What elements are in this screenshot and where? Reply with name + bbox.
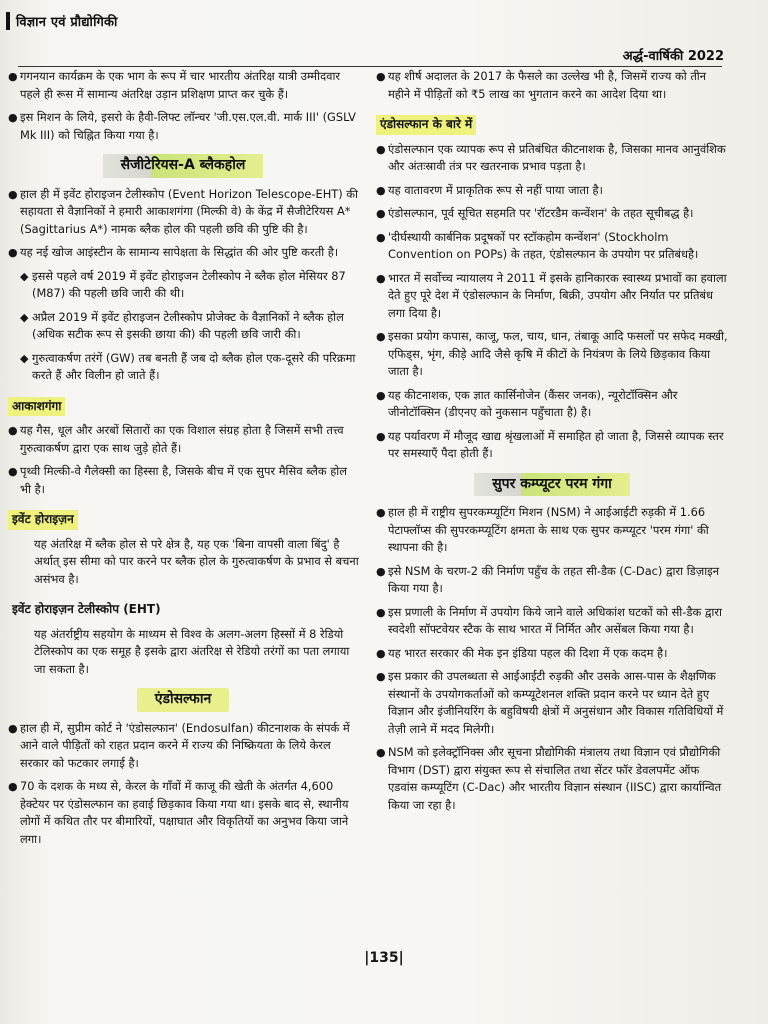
bullet-paragraph: [374, 645, 730, 663]
paragraph-text: हाल ही में इवेंट होराइजन टेलीस्कोप (Event Horizon Telescope-EHT) की सहायता से वैज्ञानिकों ने हमारी आकाशगंगा (मिल्की वे) के केंद्र में सैजीटेरियस A* (Sagittarius A*) नामक ब्लैक होल की पहली छवि की पुष्टि की है।: [20, 186, 358, 236]
section-banner: सुपर कम्प्यूटर परम गंगा: [474, 473, 630, 497]
bullet-paragraph: [6, 422, 360, 457]
bullet-icon: ●: [376, 207, 386, 220]
paragraph-text: एंडोसल्फान, पूर्व सूचित सहमति पर 'रॉटरडैम कन्वेंशन' के तहत सूचीबद्ध है।: [388, 206, 694, 220]
bullet-icon: ●: [376, 70, 386, 83]
paragraph-text: 'दीर्घस्थायी कार्बनिक प्रदूषकों पर स्टॉकहोम कन्वेंशन' (Stockholm Convention on POPs) के तहत, एंडोसल्फान के उपयोग पर प्रतिबंधहै।: [388, 229, 699, 261]
bullet-paragraph: [374, 504, 730, 557]
bullet-paragraph: [374, 328, 730, 381]
paragraph-text: यह कीटनाशक, एक ज्ञात कार्सिनोजेन (कैंसर जनक), न्यूरोटॉक्सिन और जीनोटॉक्सिन (डीएनए को नुकसान पहुँचाता है) है।: [388, 387, 678, 419]
bullet-icon: ●: [376, 564, 386, 578]
right-column: [374, 68, 730, 820]
bullet-icon: ●: [8, 465, 18, 478]
bullet-paragraph: [6, 463, 360, 498]
paragraph-text: यह अंतरिक्ष में ब्लैक होल से परे क्षेत्र है, यह एक 'बिना वापसी वाला बिंदु' है अर्थात् इस सीमा को पार करने पर ब्लैक होल के गुरुत्वाकर्षण के प्रभाव से बचना असंभव है।: [34, 536, 359, 586]
bullet-paragraph: [374, 428, 730, 463]
paragraph-text: इस मिशन के लिये, इसरो के हैवी-लिफ्ट लॉन्चर 'जी.एस.एल.वी. मार्क III' (GSLV Mk III) को चिह्नित किया गया है।: [20, 110, 356, 142]
paragraph-text: यह पर्यावरण में मौजूद खाद्य श्रृंखलाओं में समाहित हो जाता है, जिससे व्यापक स्तर पर समस्याएँ पैदा होती हैं।: [388, 428, 724, 460]
bullet-paragraph: [6, 68, 360, 103]
bullet-icon: ●: [376, 506, 386, 519]
subheading: आकाशगंगा: [8, 397, 65, 417]
bullet-icon: ●: [376, 605, 386, 619]
paragraph-text: यह अंतर्राष्ट्रीय सहयोग के माध्यम से विश्व के अलग-अलग हिस्सों में 8 रेडियो टेलिस्कोप का एक समूह है इसके द्वारा अंतरिक्ष से रेडियो तरंगों का पता लगाया जा सकता है।: [34, 626, 350, 676]
bullet-icon: ●: [376, 746, 386, 759]
diamond-bullet-icon: ◆: [20, 269, 29, 283]
bullet-icon: ●: [376, 330, 386, 343]
paragraph-text: यह गैस, धूल और अरबों सितारों का एक विशाल संग्रह होता है जिसमें सभी तत्त्व गुरुत्वाकर्षण द्वारा एक साथ जुड़े होते हैं।: [20, 423, 344, 455]
bullet-icon: ●: [376, 230, 386, 244]
subheading: एंडोसल्फान के बारे में: [376, 115, 476, 135]
paragraph-text: NSM को इलेक्ट्रॉनिक्स और सूचना प्रौद्योगिकी मंत्रालय तथा विज्ञान एवं प्रौद्योगिकी विभाग (DST) द्वारा संयुक्त रूप से संचालित तथा सेंटर फॉर डेवलपमेंट ऑफ एडवांस कम्प्यूटिंग (C-Dac) और भारतीय विज्ञान संस्थान (IISC) द्वारा कार्यान्वित किया जा रहा है।: [388, 745, 722, 812]
diamond-bullet-icon: ◆: [20, 310, 29, 324]
bullet-paragraph: [374, 229, 730, 264]
bullet-paragraph: [374, 68, 730, 103]
bullet-paragraph: [6, 244, 360, 262]
paragraph-text: हाल ही में राष्ट्रीय सुपरकम्प्यूटिंग मिशन (NSM) ने आईआईटी रुड़की में 1.66 पेटाफ्लॉप्स की सुपरकम्प्यूटिंग क्षमता के साथ एक सुपर कम्प्यूटर 'परम गंगा' की स्थापना की है।: [388, 505, 709, 554]
bullet-paragraph: [374, 387, 730, 422]
paragraph-text: 70 के दशक के मध्य से, केरल के गाँवों में काजू की खेती के अंतर्गत 4,600 हेक्टेयर पर एंडोसल्फान का हवाई छिड़काव किया गया था। इसके बाद से, स्थानीय लोगों में कथित तौर पर बीमारियों, पक्षाघात और विकृतियों का अनुभव किया जाने लगा।: [20, 779, 349, 846]
diamond-bullet-icon: ◆: [20, 351, 29, 365]
bullet-icon: ●: [376, 142, 386, 156]
paragraph-text: अप्रैल 2019 में इवेंट होराइजन टेलीस्कोप प्रोजेक्ट के वैज्ञानिकों ने ब्लैक होल (अधिक सटीक रूप से इसकी छाया की) की पहली छवि जारी की।: [32, 309, 344, 341]
paragraph-text: इस प्रकार की उपलब्धता से आईआईटी रुड़की और उसके आस-पास के शैक्षणिक संस्थानों के उपयोगकर्ताओं को कम्प्यूटेशनल शक्ति प्रदान करने पर ध्यान देते हुए विज्ञान और इंजीनियरिंग के बहुविषयी क्षेत्रों में अनुसंधान और विकास गतिविधियों में तेज़ी लाने में मदद मिलेगी।: [388, 669, 724, 736]
paragraph: [6, 536, 360, 589]
bullet-paragraph: [6, 720, 360, 773]
bullet-paragraph: [6, 186, 360, 239]
paragraph-text: यह नई खोज आइंस्टीन के सामान्य सापेक्षता के सिद्धांत की ओर पुष्टि करती है।: [20, 245, 339, 259]
bullet-icon: ●: [8, 246, 18, 259]
subheading: इवेंट होराइज़न: [8, 510, 78, 530]
bullet-paragraph: [374, 141, 730, 176]
bullet-icon: ●: [376, 388, 386, 402]
paragraph-text: गुरुत्वाकर्षण तरंगें (GW) तब बनती हैं जब दो ब्लैक होल एक-दूसरे की परिक्रमा करते हैं और विलीन हो जाते हैं।: [32, 350, 356, 382]
bullet-paragraph: [374, 668, 730, 738]
paragraph-text: भारत में सर्वोच्च न्यायालय ने 2011 में इसके हानिकारक स्वास्थ्य प्रभावों का हवाला देते हुए पूरे देश में एंडोसल्फान के निर्माण, बिक्री, उपयोग और निर्यात पर प्रतिबंध लगा दिया है।: [388, 270, 727, 320]
bullet-paragraph: [6, 109, 360, 144]
bullet-icon: ●: [376, 429, 386, 443]
left-column: [6, 68, 360, 854]
paragraph: [6, 626, 360, 679]
bullet-icon: ●: [376, 646, 386, 660]
bullet-icon: ●: [376, 183, 386, 197]
bullet-paragraph: [374, 182, 730, 200]
bullet-icon: ●: [376, 670, 386, 683]
bullet-paragraph: [6, 778, 360, 848]
edition-title: अर्द्ध-वार्षिकी 2022: [622, 49, 724, 64]
bullet-icon: ●: [8, 780, 18, 793]
bullet-icon: ●: [8, 721, 18, 735]
page-number: |135|: [364, 950, 404, 966]
section-tag: विज्ञान एवं प्रौद्योगिकी: [6, 12, 118, 30]
bullet-icon: ●: [8, 111, 18, 124]
paragraph-text: गगनयान कार्यक्रम के एक भाग के रूप में चार भारतीय अंतरिक्ष यात्री उम्मीदवार पहले ही रूस में सामान्य अंतरिक्ष उड़ान प्रशिक्षण प्राप्त कर चुके हैं।: [20, 69, 341, 101]
header-rule: [18, 66, 722, 67]
paragraph-text: हाल ही में, सुप्रीम कोर्ट ने 'एंडोसल्फान' (Endosulfan) कीटनाशक के संपर्क में आने वाले पीड़ितों को राहत प्रदान करने में राज्य की निष्क्रियता के लिये केरल सरकार को फटकार लगाई है।: [20, 720, 350, 770]
paragraph-text: यह भारत सरकार की मेक इन इंडिया पहल की दिशा में एक कदम है।: [388, 645, 668, 660]
sub-bullet-paragraph: [6, 309, 360, 344]
paragraph-text: इसका प्रयोग कपास, काजू, फल, चाय, धान, तंबाकू आदि फसलों पर सफेद मक्खी, एफिड्स, भृंग, कीड़े आदि जैसे कृषि में कीटों के नियंत्रण के लिये छिड़काव किया जाता है।: [388, 329, 728, 378]
bullet-paragraph: [374, 744, 730, 814]
section-banner: सैजीटेरियस-A ब्लैकहोल: [103, 154, 264, 178]
bullet-icon: ●: [8, 424, 18, 437]
section-banner: एंडोसल्फान: [137, 688, 230, 712]
paragraph-text: एंडोसल्फान एक व्यापक रूप से प्रतिबंधित कीटनाशक है, जिसका मानव आनुवंशिक और अंतःस्रावी तंत्र पर खतरनाक प्रभाव पड़ता है।: [388, 141, 726, 173]
subheading: इवेंट होराइज़न टेलीस्कोप (EHT): [12, 602, 161, 616]
paragraph-text: पृथ्वी मिल्की-वे गैलेक्सी का हिस्सा है, जिसके बीच में एक सुपर मैसिव ब्लैक होल भी है।: [20, 464, 347, 496]
paragraph-text: इस प्रणाली के निर्माण में उपयोग किये जाने वाले अधिकांश घटकों को सी-डैक द्वारा स्वदेशी सॉफ्टवेयर स्टैक के साथ भारत में निर्मित और असेंबल किया गया है।: [388, 604, 722, 636]
bullet-paragraph: [374, 563, 730, 598]
bullet-icon: ●: [376, 271, 386, 285]
bullet-icon: ●: [8, 70, 18, 83]
paragraph-text: इसे NSM के चरण-2 की निर्माण पहुँच के तहत सी-डैक (C-Dac) द्वारा डिज़ाइन किया गया है।: [388, 563, 720, 595]
paragraph-text: यह शीर्ष अदालत के 2017 के फैसले का उल्लेख भी है, जिसमें राज्य को तीन महीने में पीड़ितों को ₹5 लाख का भुगतान करने का आदेश दिया था।: [388, 69, 707, 101]
sub-bullet-paragraph: [6, 268, 360, 303]
bullet-paragraph: [374, 205, 730, 223]
paragraph-text: यह वातावरण में प्राकृतिक रूप से नहीं पाया जाता है।: [388, 182, 603, 197]
bullet-icon: ●: [8, 187, 18, 201]
sub-bullet-paragraph: [6, 350, 360, 385]
paragraph-text: इससे पहले वर्ष 2019 में इवेंट होराइजन टेलीस्कोप ने ब्लैक होल मेसियर 87 (M87) की पहली छवि जारी की थी।: [32, 268, 346, 300]
bullet-paragraph: [374, 270, 730, 323]
page-number-value: 135: [369, 950, 399, 966]
bullet-paragraph: [374, 604, 730, 639]
